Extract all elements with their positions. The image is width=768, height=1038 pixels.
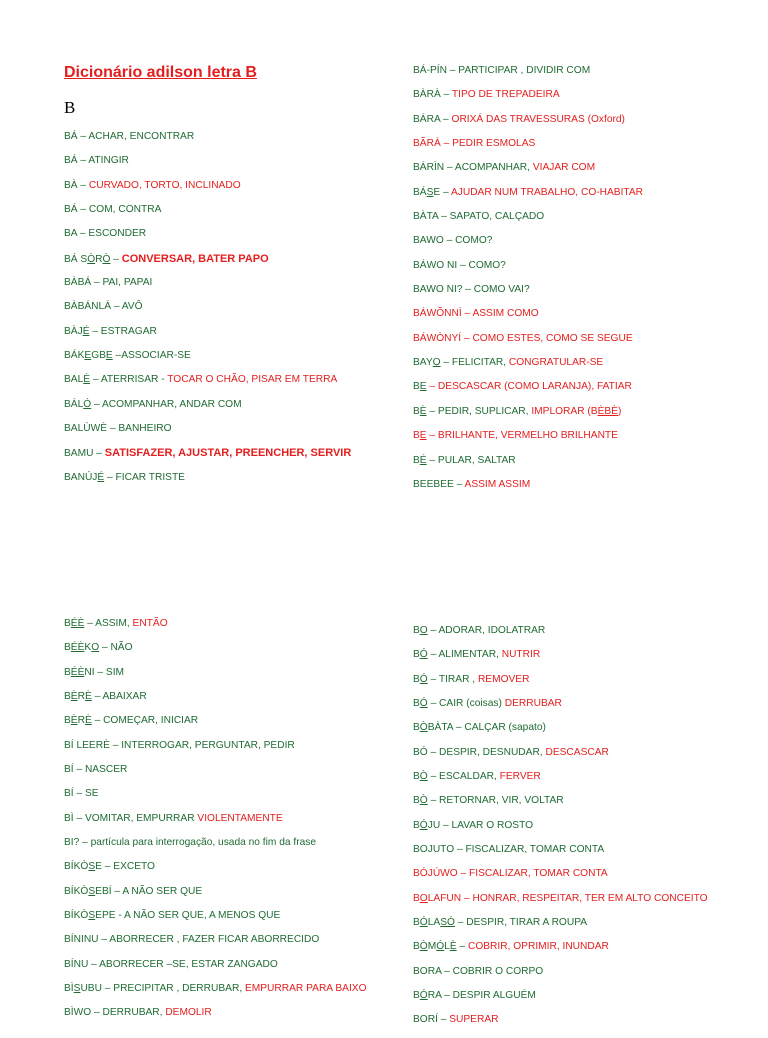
dictionary-entry: BÓ – CAIR (coisas) DERRUBAR — [413, 697, 562, 709]
dictionary-entry — [64, 568, 420, 592]
dictionary-entry: BAMU – SATISFAZER, AJUSTAR, PREENCHER, SERVIR — [64, 447, 352, 460]
dictionary-entry: BÀBÁNLÁ – AVÔ — [64, 301, 143, 313]
dictionary-entry: BÓRA – DESPIR ALGUÉM — [413, 990, 536, 1002]
dictionary-entry: BO – ADORAR, IDOLATRAR — [413, 624, 546, 636]
dictionary-entry: BÍ LEERÈ – INTERROGAR, PERGUNTAR, PEDIR — [64, 739, 295, 751]
dictionary-entry — [64, 593, 420, 617]
dictionary-entry — [64, 520, 420, 544]
dictionary-entry: BÍKÒSEBÍ – A NÃO SER QUE — [64, 885, 203, 897]
dictionary-entry: BÁKEGBE –ASSOCIAR-SE — [64, 350, 191, 362]
dictionary-entry — [413, 527, 768, 551]
dictionary-entry: BAWO – COMO? — [413, 235, 493, 247]
dictionary-entry: BÉÈKO – NÃO — [64, 642, 133, 654]
dictionary-entry — [413, 551, 768, 575]
dictionary-entry: BÁWÒNYÍ – COMO ESTES, COMO SE SEGUE — [413, 332, 633, 344]
dictionary-entry: BÀBÁ – PAI, PAPAI — [64, 277, 153, 289]
dictionary-entry: BANÚJÉ – FICAR TRISTE — [64, 471, 185, 483]
dictionary-entry: BÍ – NASCER — [64, 763, 128, 775]
dictionary-entry: BALÙWÈ – BANHEIRO — [64, 423, 172, 435]
dictionary-entry: BOLAFUN – HONRAR, RESPEITAR, TER EM ALTO CONCEITO — [413, 892, 708, 904]
dictionary-entry: BORA – COBRIR O CORPO — [413, 965, 544, 977]
dictionary-entry: BÓ – TIRAR , REMOVER — [413, 673, 530, 685]
dictionary-entry: BÒMÓLẸ̀ – COBRIR, OPRIMIR, INUNDAR — [413, 941, 609, 953]
dictionary-entry: BÌSUBU – PRECIPITAR , DERRUBAR, EMPURRAR PARA BAIXO — [64, 983, 367, 995]
dictionary-entry: BÍNU – ABORRECER –SE, ESTAR ZANGADO — [64, 958, 278, 970]
dictionary-entry: BÁWÕNNÌ – ASSIM COMO — [413, 308, 539, 320]
dictionary-entry: BÃRÀ – PEDIR ESMOLAS — [413, 138, 536, 150]
dictionary-entry: BÓJÚWO – FISCALIZAR, TOMAR CONTA — [413, 868, 608, 880]
dictionary-entry: BÁ – COM, CONTRA — [64, 204, 162, 216]
dictionary-entry: BÁWO NI – COMO? — [413, 259, 506, 271]
dictionary-entry — [64, 544, 420, 568]
dictionary-entry: BEEBEE – ASSIM ASSIM — [413, 478, 531, 490]
entries-column-right — [413, 64, 768, 1038]
dictionary-entry: BAYỌ – FELICITAR, CONGRATULAR-SE — [413, 357, 604, 369]
dictionary-entry: BÒ – RETORNAR, VIR, VOLTAR — [413, 795, 564, 807]
dictionary-entry: BÀRÀ – TIPO DE TREPADEIRA — [413, 89, 560, 101]
dictionary-entry: BÓ – DESPIR, DESNUDAR, DESCASCAR — [413, 746, 609, 758]
dictionary-entry — [413, 575, 768, 599]
dictionary-entry: BÁ – ACHAR, ENCONTRAR — [64, 131, 195, 142]
dictionary-entry: BÍKÒSEPE - A NÃO SER QUE, A MENOS QUE — [64, 910, 281, 921]
dictionary-entry: BÉÈNI – SIM — [64, 666, 125, 678]
dictionary-entry: BÓLASÓ – DESPIR, TIRAR A ROUPA — [413, 917, 588, 929]
dictionary-entry: BÌ – VOMITAR, EMPURRAR VIOLENTAMENTE — [64, 812, 283, 824]
dictionary-entry — [64, 495, 420, 519]
dictionary-entry: BÀTA – SAPATO, CALÇADO — [413, 211, 545, 223]
dictionary-entry — [413, 600, 768, 624]
dictionary-entry: BE – BRILHANTE, VERMELHO BRILHANTE — [413, 430, 618, 442]
dictionary-entry: BÓJU – LAVAR O ROSTO — [413, 819, 534, 831]
dictionary-entry: BAWO NI? – COMO VAI? — [413, 284, 530, 296]
dictionary-entry: BÌWO – DERRUBAR, DEMOLIR — [64, 1007, 212, 1019]
dictionary-entry: BÈRÈ – COMEÇAR, INICIAR — [64, 715, 199, 727]
dictionary-entry: BÀJÉ – ESTRAGAR — [64, 325, 157, 337]
dictionary-entry: BÉÈ – ASSIM, ENTÃO — [64, 617, 168, 629]
dictionary-entry: BÍ – SE — [64, 788, 99, 800]
dictionary-entry: BÁSE – AJUDAR NUM TRABALHO, CO-HABITAR — [413, 186, 644, 198]
dictionary-entry: BÁRÌN – ACOMPANHAR, VIAJAR COM — [413, 162, 596, 174]
dictionary-entry: BÒ – ESCALDAR, FERVER — [413, 770, 541, 782]
dictionary-entry: BE – DESCASCAR (COMO LARANJA), FATIAR — [413, 381, 632, 393]
dictionary-entry: BALÈ – ATERRISAR - TOCAR O CHÃO, PISAR EM TERRA — [64, 374, 338, 386]
dictionary-entry: BÁ SÒRÒ – CONVERSAR, BATER PAPO — [64, 252, 269, 265]
dictionary-entry: BÍKÒSE – EXCETO — [64, 861, 155, 873]
dictionary-entry: BÉ – PULAR, SALTAR — [413, 454, 516, 466]
dictionary-entry: BÈRÈ – ABAIXAR — [64, 690, 147, 702]
dictionary-entry: BÀ – CURVADO, TORTO, INCLINADO — [64, 179, 241, 191]
dictionary-entry: BÓ – ALIMENTAR, NUTRIR — [413, 649, 541, 661]
dictionary-entry: BÈ – PEDIR, SUPLICAR, IMPLORAR (BÈBÈ) — [413, 405, 622, 417]
dictionary-entry: BÒBÀTA – CALÇAR (sapato) — [413, 722, 546, 734]
dictionary-entry: BÁ – ATINGIR — [64, 155, 129, 167]
dictionary-entry: BI? – partícula para interrogação, usada no fim da frase — [64, 836, 317, 848]
dictionary-entry: BORÍ – SUPERAR — [413, 1014, 499, 1026]
dictionary-entry: BÍNINU – ABORRECER , FAZER FICAR ABORRECIDO — [64, 934, 320, 946]
dictionary-entry: BÁ-PÍN – PARTICIPAR , DIVIDIR COM — [413, 65, 591, 76]
dictionary-entry: BÁLÓ – ACOMPANHAR, ANDAR COM — [64, 398, 242, 410]
document-title: Dicionário adilson letra B — [64, 64, 257, 81]
section-letter: B — [64, 98, 76, 117]
dictionary-entry: BA – ESCONDER — [64, 228, 147, 240]
entries-column-left — [64, 130, 420, 1031]
dictionary-entry: BÁRA – ORIXÁ DAS TRAVESSURAS (Oxford) — [413, 113, 625, 125]
dictionary-entry — [413, 502, 768, 526]
dictionary-entry: BOJUTO – FISCALIZAR, TOMAR CONTA — [413, 844, 605, 855]
